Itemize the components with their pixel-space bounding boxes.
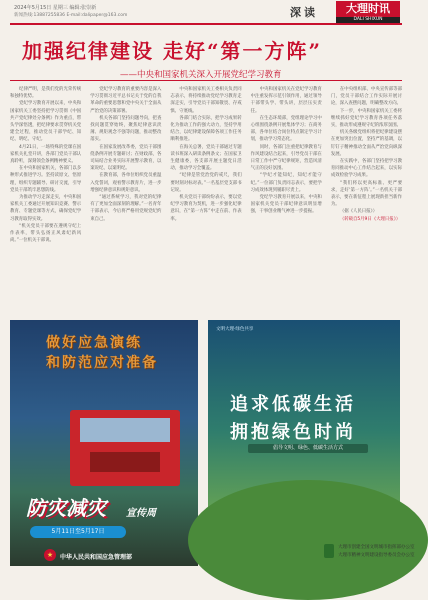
low-carbon-poster xyxy=(208,320,415,566)
paragraph: “纪律是管党治党的戒尺，我们要时刻对标对表。”一名基层党支部书记说。 xyxy=(170,173,242,193)
paragraph: 在中央和国家机关，各部门以多种形式推进学习。坚持读原文、悟原理，组织专题辅导、研讨交流，引导党员干部筑牢思想防线。 xyxy=(10,166,82,193)
article-column-4 xyxy=(251,86,322,302)
paragraph: 下一步，中央和国家机关工委将继续抓好党纪学习教育各项任务落实，推动形成遵规守纪的浓厚氛围。 xyxy=(330,108,403,129)
paragraph: 中央和国家机关工委相关负责同志表示，将持续推动党纪学习教育走深走实，引导党员干部知敬畏、存戒惧、守底线。 xyxy=(170,87,242,114)
header-divider xyxy=(10,23,402,25)
poster-week-label: 宣传周 xyxy=(126,508,156,519)
green-hill-illustration xyxy=(188,480,428,600)
title-divider xyxy=(10,80,402,81)
paragraph: “学纪才能知纪，知纪才能守纪。”一位部门负责同志表示，要把学习成效体现到履职尽责上。 xyxy=(250,173,322,193)
section-label: 深读 xyxy=(290,6,318,19)
article-column-2 xyxy=(90,86,161,302)
contact-line: 新闻热线:13887255836 E-mail:dalipaper@163.com xyxy=(14,13,128,18)
poster-line-2: 拥抱绿色时尚 xyxy=(230,422,356,443)
national-emblem-icon: ★ xyxy=(44,549,56,561)
paragraph: 在海关总署，党员干部通过专题读书班深入研读条例条文；在国家卫生健康委，各支部开展主题党日活动，推动学习全覆盖。 xyxy=(170,144,242,172)
poster-date-badge: 5月11日至5月17日 xyxy=(30,526,126,538)
paragraph: 各部门结合实际，把学习成果转化为推动工作的强大动力，坚持学用结合，以纪律建设保障各项工作任务顺利推进。 xyxy=(170,115,242,143)
masthead-logo: 大理时讯 xyxy=(336,1,400,17)
paragraph: “机关党员干部要在遵规守纪上作表率，带头弘扬正风肃纪新风尚。”一位机关干部说。 xyxy=(10,223,82,244)
paragraph: 机关党员干部纷纷表示，要以党纪学习教育为契机，进一步强化纪律意识，在“第一方阵”中走在前、作表率。 xyxy=(170,195,242,222)
paragraph: 在教育部，各单位组织党员重温入党誓词，观看警示教育片，进一步增强纪律意识和规矩意识。 xyxy=(90,173,162,193)
page-header xyxy=(0,0,410,24)
truck-windshield xyxy=(80,418,170,442)
paragraph: 在国家发展改革委，党员干部围绕条例开展专题研讨；在财政部，各司局结合业务实际开展警示教育，以案说纪、以案明纪。 xyxy=(90,144,162,172)
article-column-3 xyxy=(170,86,241,302)
poster-tag: 文明大理·绿色共享 xyxy=(216,327,254,332)
paragraph: （据《人民日报》） xyxy=(339,209,378,215)
masthead-subtitle: DALI SHIXUN xyxy=(336,17,400,23)
article-body xyxy=(10,86,402,302)
paragraph: 同时，各部门注重把纪律教育与作风建设结合起来，引导党员干部在日常工作中严守纪律规矩，营造风清气正的良好氛围。 xyxy=(250,144,322,172)
paragraph: 纪律严明，是我们党的光荣传统和独特优势。 xyxy=(10,87,82,100)
article-title: 加强纪律建设 走好“第一方阵” xyxy=(22,39,322,63)
sponsor-1: 大理市创建全国文明城市指挥部办公室 xyxy=(338,545,415,550)
sponsor-logo-icon xyxy=(324,544,334,558)
poster-headline: 防灾减灾 xyxy=(26,496,106,520)
paragraph: 在生态环境部，党组理论学习中心组围绕条例开展集体学习；在商务部，各单位结合岗位特点制定学习计划，推动学习常态化。 xyxy=(250,115,322,143)
disaster-prevention-poster xyxy=(10,320,198,566)
fire-truck-illustration xyxy=(70,410,180,486)
paragraph: “通过系统学习，我对党的纪律有了更加全面深刻的理解。”一名青年干部表示，今后将严格用党规党纪约束自己。 xyxy=(90,195,162,222)
paragraph: 机关各级党组织将把纪律建设摆在更加突出位置，坚持严的基调，以钉钉子精神推动全面从严治党向纵深发展。 xyxy=(330,130,403,157)
paragraph: 在中央组织部、中央宣传部等部门，党员干部结合工作实际开展讨论，深入查摆问题，明确整改方向。 xyxy=(330,87,403,107)
article-column-1 xyxy=(10,86,81,302)
paragraph: 为推动学习走深走实，中央和国家机关工委通过开展知识竞赛、警示教育、专题党课等方式，确保党纪学习教育取得实效。 xyxy=(10,195,82,222)
poster-slogan-1: 做好应急演练 xyxy=(46,335,142,351)
paragraph: 在实践中，各部门坚持把学习教育同推动中心工作结合起来，以实际成效检验学习成果。 xyxy=(330,159,403,179)
sponsor-2: 大理市精神文明建设指导委员会办公室 xyxy=(338,553,415,558)
paragraph: 机关各部门坚持问题导向，把查找问题贯穿始终，聚焦纪律意识淡薄、规矩观念不强等问题，推动整改落实。 xyxy=(90,115,162,143)
poster-slogan-2: 和防范应对准备 xyxy=(46,355,158,371)
issue-date: 2024年5月15日 星期三 编辑:张崇新 xyxy=(14,5,97,11)
paragraph: “我们将以更高标准、更严要求，走好‘第一方阵’。”一名机关干部表示，要在新征程上展现新担当新作为。 xyxy=(330,180,403,208)
source-caption: （转载自5月9日《大理日报》） xyxy=(339,216,401,222)
truck-grill xyxy=(90,452,160,472)
poster-organization: 中华人民共和国应急管理部 xyxy=(60,554,133,561)
paragraph: 4月21日，一场特殊的党课在国家机关礼堂开讲，各部门党员干部认真聆听，深刻领会条例精神要义。 xyxy=(10,144,82,165)
article-column-5 xyxy=(331,86,402,302)
paragraph: 党纪学习教育的重要内容是深入学习贯彻习近平总书记关于党的自我革命的重要思想和党中央关于全面从严治党的决策部署。 xyxy=(90,87,162,114)
article-subtitle: ——中央和国家机关深入开展党纪学习教育 xyxy=(120,70,282,80)
paragraph: 中央和国家机关在党纪学习教育中注重发挥示范引领作用，通过领导干部带头学、带头讲，层层压实责任。 xyxy=(250,87,322,114)
paragraph: 党纪学习教育开展以来，中央和国家机关工委坚持把学习贯彻《中国共产党纪律处分条例》作为重点，带头学深悟透，把纪律要求贯穿机关党建全过程，推动党员干部学纪、知纪、明纪、守纪。 xyxy=(10,101,82,143)
paragraph: 党纪学习教育开展以来，中央和国家机关党员干部纪律意识明显增强，干事创业精气神进一步提振。 xyxy=(250,195,322,215)
poster-line-1: 追求低碳生活 xyxy=(230,394,356,415)
poster-line-3: 倡导文明、绿色、低碳生活方式 xyxy=(248,444,368,453)
